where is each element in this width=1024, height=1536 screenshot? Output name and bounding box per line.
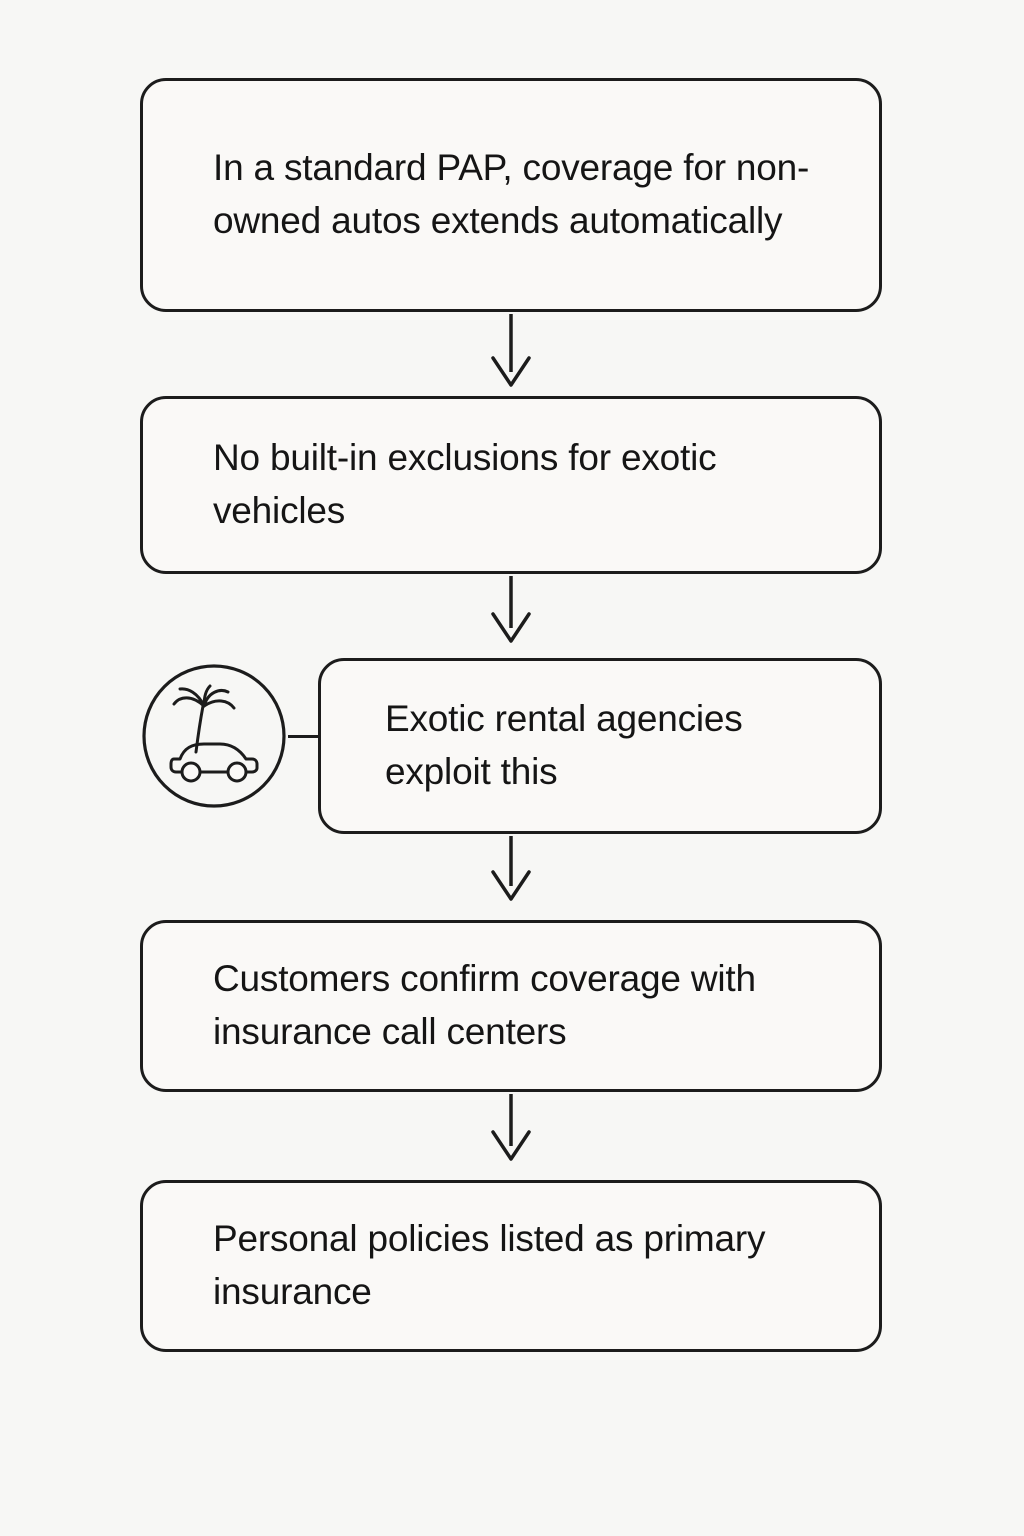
- flow-node-label: In a standard PAP, coverage for non-owned autos extends automatically: [213, 147, 810, 241]
- flow-node-label: Personal policies listed as primary insurance: [213, 1218, 766, 1312]
- flow-node-personal-policies[interactable]: [140, 1180, 882, 1352]
- flow-node-label: No built-in exclusions for exotic vehicles: [213, 437, 717, 531]
- flow-node-label: Customers confirm coverage with insurance call centers: [213, 958, 756, 1052]
- flow-node-label: Exotic rental agencies exploit this: [385, 698, 743, 792]
